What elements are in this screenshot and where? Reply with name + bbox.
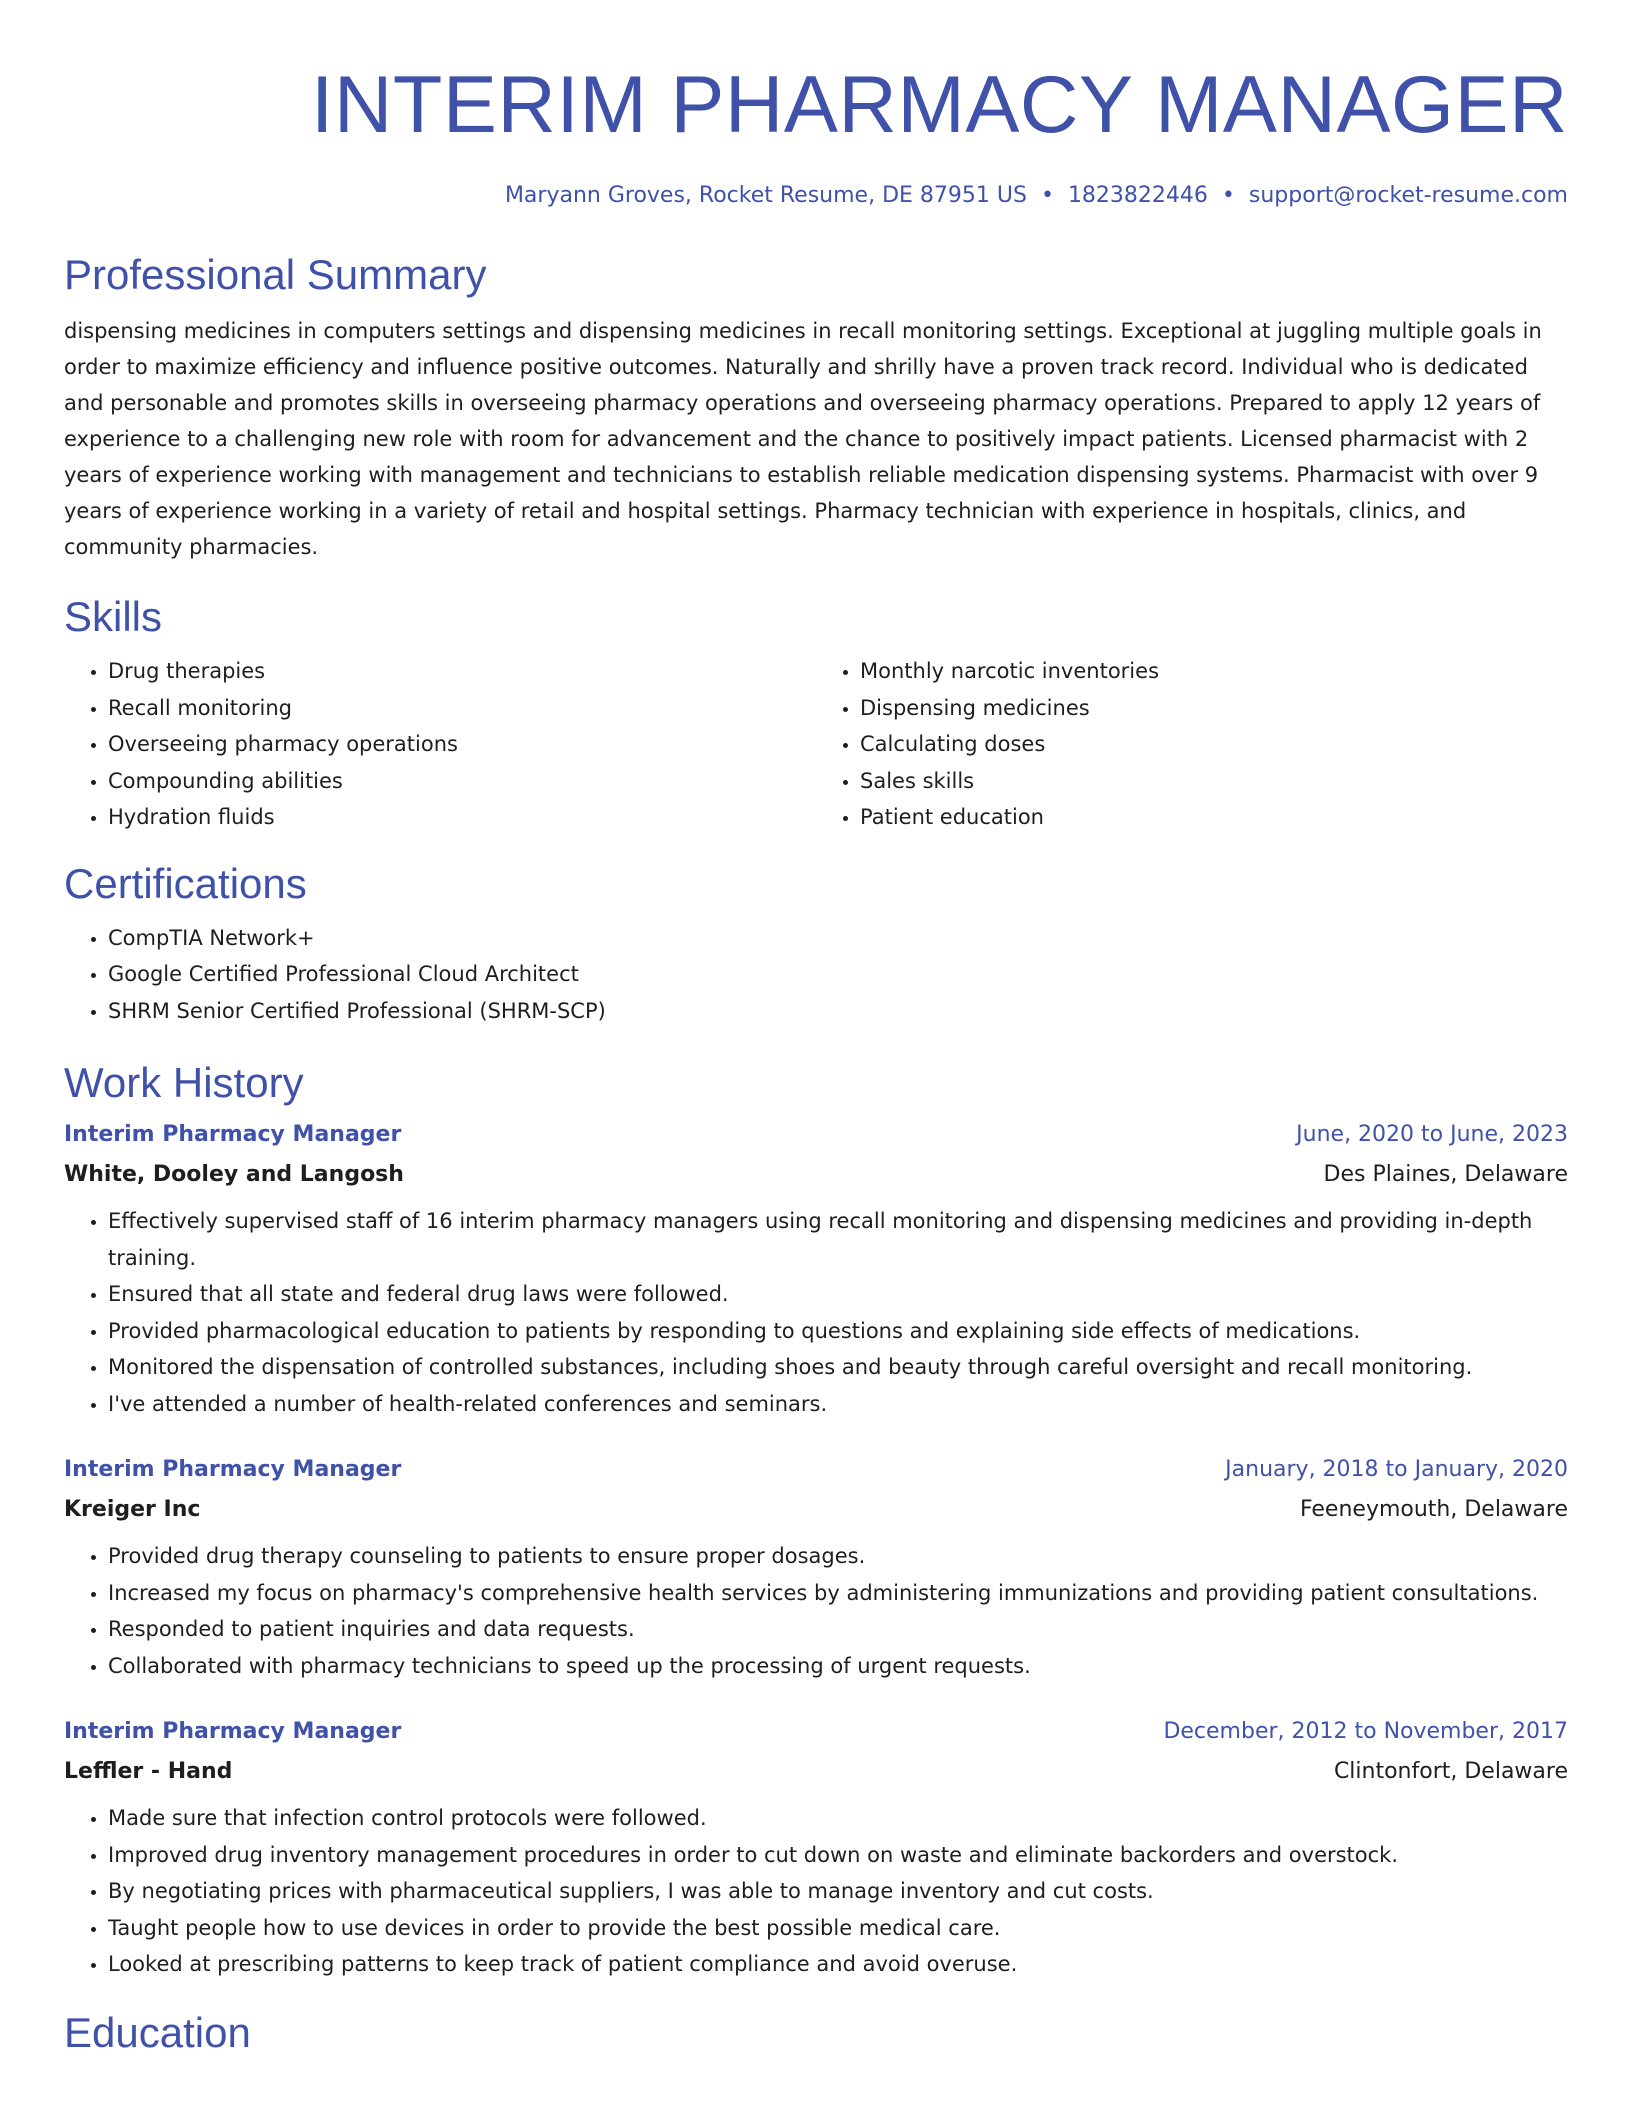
job-company: Kreiger Inc	[64, 1497, 201, 1522]
job-title: Interim Pharmacy Manager	[64, 1122, 402, 1147]
job-entry	[64, 1450, 1568, 1684]
certifications-list	[64, 920, 1568, 1030]
job-bullet: • Effectively supervised staff of 16 interim pharmacy managers using recall monitoring and dispensing medicines and providing in-depth training.	[108, 1203, 1568, 1276]
certification-item: • SHRM Senior Certified Professional (SHRM-SCP)	[108, 993, 1568, 1030]
contact-line	[64, 181, 1568, 211]
job-location: Feeneymouth, Delaware	[1299, 1497, 1568, 1522]
certification-item: • CompTIA Network+	[108, 920, 1568, 957]
resume-page	[64, 0, 1568, 2059]
work-history-heading: Work History	[64, 1059, 304, 1106]
job-entry	[64, 1115, 1568, 1422]
skill-item: • Patient education	[860, 799, 1568, 836]
resume-title: INTERIM PHARMACY MANAGER	[310, 60, 1568, 150]
job-location: Des Plaines, Delaware	[1323, 1162, 1568, 1187]
skill-item: • Dispensing medicines	[860, 690, 1568, 727]
contact-address: Maryann Groves, Rocket Resume, DE 87951 US	[504, 183, 1027, 208]
job-subheader	[64, 1490, 1568, 1530]
job-bullet: • Provided pharmacological education to patients by responding to questions and explaining side effects of medications.	[108, 1313, 1568, 1350]
job-bullet: • Looked at prescribing patterns to keep track of patient compliance and avoid overuse.	[108, 1946, 1568, 1983]
job-subheader	[64, 1155, 1568, 1195]
job-company: White, Dooley and Langosh	[64, 1162, 404, 1187]
job-dates: June, 2020 to June, 2023	[1296, 1122, 1568, 1147]
job-bullet: • Provided drug therapy counseling to patients to ensure proper dosages.	[108, 1538, 1568, 1575]
skill-item: • Overseeing pharmacy operations	[108, 726, 816, 763]
job-bullets	[64, 1538, 1568, 1684]
certification-item: • Google Certified Professional Cloud Architect	[108, 956, 1568, 993]
job-bullet: • Ensured that all state and federal drug laws were followed.	[108, 1276, 1568, 1313]
summary-text: dispensing medicines in computers settings and dispensing medicines in recall monitoring settings. Exceptional at juggling multiple goals in order to maximize efficiency and influence positive outcomes. Naturally and shrilly have a proven track record. Individual who is dedicated and personable and promotes skills in overseeing pharmacy operations and overseeing pharmacy operations. Prepared to apply 12 years of experience to a challenging new role with room for advancement and the chance to positively impact patients. Licensed pharmacist with 2 years of experience working with management and technicians to establish reliable medication dispensing systems. Pharmacist with over 9 years of experience working in a variety of retail and hospital settings. Pharmacy technician with experience in hospitals, clinics, and community pharmacies.	[64, 319, 1542, 559]
contact-separator: •	[1040, 183, 1054, 208]
contact-separator: •	[1221, 183, 1235, 208]
skills-list-left	[64, 653, 816, 836]
skill-item: • Compounding abilities	[108, 763, 816, 800]
job-bullet: • I've attended a number of health-related conferences and seminars.	[108, 1386, 1568, 1423]
education-heading: Education	[64, 2008, 251, 2056]
job-entry	[64, 1712, 1568, 1983]
job-header	[64, 1115, 1568, 1155]
job-dates: January, 2018 to January, 2020	[1225, 1457, 1568, 1482]
job-bullet: • Collaborated with pharmacy technicians to speed up the processing of urgent requests.	[108, 1648, 1568, 1685]
job-header	[64, 1450, 1568, 1490]
skills-grid	[64, 653, 1568, 836]
job-bullet: • By negotiating prices with pharmaceutical suppliers, I was able to manage inventory and cut costs.	[108, 1873, 1568, 1910]
job-company: Leffler - Hand	[64, 1759, 233, 1784]
skill-item: • Recall monitoring	[108, 690, 816, 727]
skill-item: • Drug therapies	[108, 653, 816, 690]
certifications-heading: Certifications	[64, 859, 307, 907]
job-bullet: • Made sure that infection control protocols were followed.	[108, 1800, 1568, 1837]
job-bullets	[64, 1800, 1568, 1983]
job-bullet: • Monitored the dispensation of controlled substances, including shoes and beauty through careful oversight and recall monitoring.	[108, 1349, 1568, 1386]
skill-item: • Monthly narcotic inventories	[860, 653, 1568, 690]
job-location: Clintonfort, Delaware	[1333, 1759, 1568, 1784]
summary-heading: Professional Summary	[64, 251, 487, 298]
skill-item: • Hydration fluids	[108, 799, 816, 836]
job-bullet: • Responded to patient inquiries and data requests.	[108, 1611, 1568, 1648]
job-bullet: • Taught people how to use devices in order to provide the best possible medical care.	[108, 1910, 1568, 1947]
job-bullets	[64, 1203, 1568, 1422]
contact-email: support@rocket-resume.com	[1248, 183, 1568, 208]
job-header	[64, 1712, 1568, 1752]
contact-phone: 1823822446	[1067, 183, 1208, 208]
job-bullet: • Increased my focus on pharmacy's comprehensive health services by administering immunizations and providing patient consultations.	[108, 1575, 1568, 1612]
skill-item: • Calculating doses	[860, 726, 1568, 763]
job-bullet: • Improved drug inventory management procedures in order to cut down on waste and eliminate backorders and overstock.	[108, 1837, 1568, 1874]
skills-list-right	[816, 653, 1568, 836]
job-title: Interim Pharmacy Manager	[64, 1457, 402, 1482]
skills-heading: Skills	[64, 593, 163, 640]
job-dates: December, 2012 to November, 2017	[1163, 1719, 1568, 1744]
job-title: Interim Pharmacy Manager	[64, 1719, 402, 1744]
skill-item: • Sales skills	[860, 763, 1568, 800]
job-subheader	[64, 1752, 1568, 1792]
